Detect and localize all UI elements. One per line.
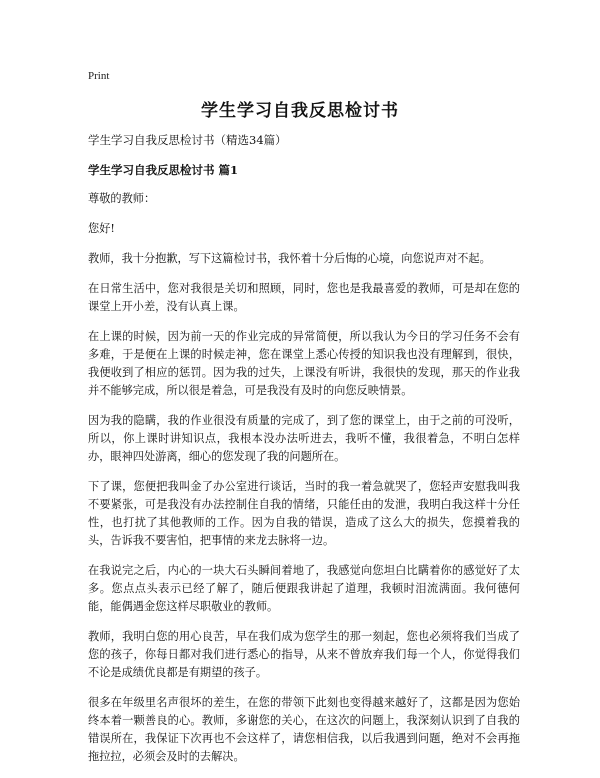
section-heading: 学生学习自我反思检讨书 篇1 — [88, 163, 239, 177]
paragraph: 很多在年级里名声很坏的差生，在您的带领下此刻也变得越来越好了，这都是因为您始终本着一颗善良的心。教师，多谢您的关心，在这次的问题上，我深刻认识到了自我的错误所在，我保证下次再也不会这样了，请您相信我，以后我遇到问题，绝对不会再拖拖拉拉，必须会及时的去解决。 — [88, 696, 520, 763]
document-subtitle: 学生学习自我反思检讨书（精选34篇） — [88, 133, 287, 147]
paragraph: 在上课的时候，因为前一天的作业完成的异常简便，所以我认为今日的学习任务不会有多难，于是便在上课的时候走神，您在课堂上悉心传授的知识我也没有理解到，很快，我便收到了相应的惩罚。因为我的过失，上课没有听讲，我很快的发现，那天的作业我并不能够完成，所以很是着急，可是我没有及时的向您反映情景。 — [88, 330, 520, 397]
document-title: 学生学习自我反思检讨书 — [201, 101, 399, 121]
paragraph: 因为我的隐瞒，我的作业很没有质量的完成了，到了您的课堂上，由于之前的可没听，所以，你上课时讲知识点，我根本没办法听进去，我听不懂，我很着急，不明白怎样办，眼神四处游离，细心的您发现了我的问题所在。 — [88, 414, 520, 463]
paragraph: 在日常生活中，您对我很是关切和照顾，同时，您也是我最喜爱的教师，可是却在您的课堂上开小差，没有认真上课。 — [88, 282, 520, 313]
paragraph: 在我说完之后，内心的一块大石头瞬间着地了，我感觉向您坦白比瞒着你的感觉好了太多。您点点头表示已经了解了，随后便跟我讲起了道理，我顿时泪流满面。我何德何能，能偶遇金您这样尽职敬业的教师。 — [88, 564, 520, 613]
paragraph-salutation: 尊敬的教师： — [88, 192, 156, 205]
paragraph: 教师，我十分抱歉，写下这篇检讨书，我怀着十分后悔的心境，向您说声对不起。 — [88, 252, 491, 265]
paragraph: 教师，我明白您的用心良苦，早在我们成为您学生的那一刻起，您也必须将我们当成了您的孩子，你每日都对我们进行悉心的指导，从来不曾放弃我们每一个人，你觉得我们不论是成绩优良都是有期望的孩子。 — [88, 630, 520, 679]
print-link[interactable]: Print — [88, 70, 110, 82]
paragraph-greeting: 您好! — [88, 222, 115, 235]
paragraph: 下了课，您便把我叫金了办公室进行谈话，当时的我一着急就哭了，您轻声安慰我叫我不要紧张，可是我没有办法控制住自我的情绪，只能任由的发泄，我明白我这样十分任性，也打扰了其他教师的工作。因为自我的错误，造成了这么大的损失，您摸着我的头，告诉我不要害怕，把事情的来龙去脉将一边。 — [88, 480, 520, 547]
document-body — [88, 131, 520, 778]
